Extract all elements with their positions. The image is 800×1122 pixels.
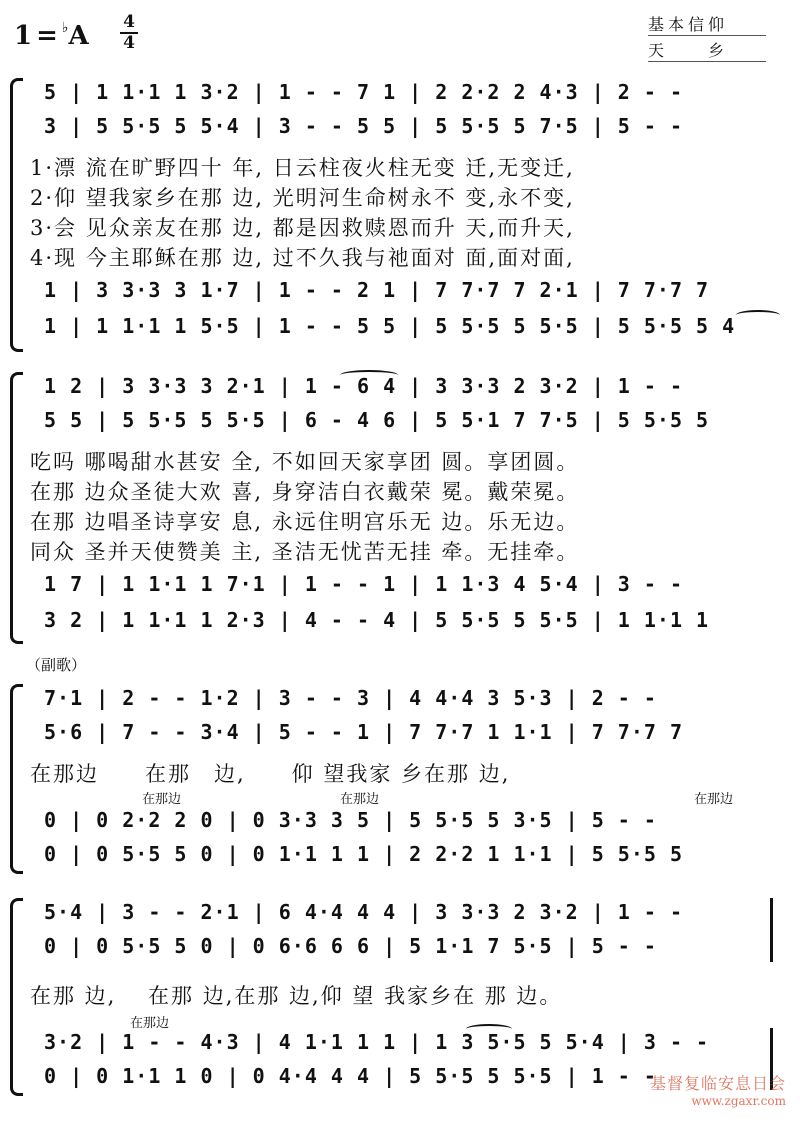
upper-voice-1: 5 | 1 1·1 1 3·2 | 1 - - 7 1 | 2 2·2 2 4·3 | 2 - -	[44, 80, 684, 104]
flat-icon: ♭	[61, 20, 69, 36]
lower-voice-1: 0 | 0 2·2 2 0 | 0 3·3 3 5 | 5 5·5 5 3·5 | 5 - -	[44, 808, 657, 832]
lyric-cue: 在那边	[142, 792, 182, 807]
meter-bottom: 4	[123, 33, 135, 53]
lyric-verse-1: 1·漂 流在旷野四十 年, 日云柱夜火柱无变 迁,无变迁,	[30, 156, 575, 180]
key-signature	[14, 20, 89, 51]
upper-voice-1: 5·4 | 3 - - 2·1 | 6 4·4 4 4 | 3 3·3 2 3·2 | 1 - -	[44, 900, 684, 924]
upper-voice-2: 3 | 5 5·5 5 5·4 | 3 - - 5 5 | 5 5·5 5 7·5 | 5 - -	[44, 114, 684, 138]
score-system-3	[0, 684, 800, 872]
lower-voice-2: 0 | 0 5·5 5 0 | 0 1·1 1 1 | 2 2·2 1 1·1 | 5 5·5 5	[44, 842, 684, 866]
lower-voice-1: 3·2 | 1 - - 4·3 | 4 1·1 1 1 | 1 3 5·5 5 5·4 | 3 - -	[44, 1030, 710, 1054]
lower-voice-1: 1 7 | 1 1·1 1 7·1 | 1 - - 1 | 1 1·3 4 5·4 | 3 - -	[44, 572, 684, 596]
lower-voice-1: 1 | 3 3·3 3 1·7 | 1 - - 2 1 | 7 7·7 7 2·1 | 7 7·7 7	[44, 278, 710, 302]
lyric-verse-2: 在那 边众圣徒大欢 喜, 身穿洁白衣戴荣 冕。戴荣冕。	[30, 480, 580, 504]
upper-voice-1: 7·1 | 2 - - 1·2 | 3 - - 3 | 4 4·4 3 5·3 | 2 - -	[44, 686, 657, 710]
watermark-text: 基督复临安息日会	[649, 1074, 786, 1093]
lyric-cue: 在那边	[694, 792, 734, 807]
chorus-lyric: 在那边 在那 边, 仰 望我家 乡在那 边,	[30, 762, 511, 786]
system-brace	[10, 372, 23, 644]
upper-voice-2: 0 | 0 5·5 5 0 | 0 6·6 6 6 | 5 1·1 7 5·5 | 5 - -	[44, 934, 657, 958]
tie-slur	[736, 310, 780, 320]
lyric-verse-3: 在那 边唱圣诗享安 息, 永远住明宫乐无 边。乐无边。	[30, 510, 580, 534]
key-tonic-number: 1	[14, 21, 33, 51]
key-letter: A	[68, 21, 89, 51]
score-system-2	[0, 372, 800, 642]
lyric-cue: 在那边	[340, 792, 380, 807]
lyric-verse-3: 3·会 见众亲友在那 边, 都是因救赎恩而升 天,而升天,	[30, 216, 575, 240]
upper-voice-1: 1 2 | 3 3·3 3 2·1 | 1 - 6 4 | 3 3·3 2 3·2 | 1 - -	[44, 374, 684, 398]
final-barline	[770, 898, 773, 962]
watermark	[650, 1071, 786, 1108]
key-equals: =	[36, 21, 58, 51]
lyric-verse-4: 同众 圣并天使赞美 主, 圣洁无忧苦无挂 牵。无挂牵。	[30, 540, 580, 564]
score-system-4	[0, 898, 800, 1094]
lyric-verse-1: 吃吗 哪喝甜水甚安 全, 不如回天家享团 圆。享团圆。	[30, 450, 580, 474]
lower-voice-2: 3 2 | 1 1·1 1 2·3 | 4 - - 4 | 5 5·5 5 5·5 | 1 1·1 1	[44, 608, 710, 632]
time-signature	[120, 14, 138, 52]
upper-voice-2: 5·6 | 7 - - 3·4 | 5 - - 1 | 7 7·7 1 1·1 | 7 7·7 7	[44, 720, 684, 744]
system-brace	[10, 898, 23, 1096]
song-title: 基本信仰	[648, 12, 766, 36]
lyric-verse-2: 2·仰 望我家乡在那 边, 光明河生命树永不 变,永不变,	[30, 186, 575, 210]
final-lyric: 在那 边, 在那 边,在那 边,仰 望 我家乡在 那 边。	[30, 984, 563, 1008]
lower-voice-2: 1 | 1 1·1 1 5·5 | 1 - - 5 5 | 5 5·5 5 5·5 | 5 5·5 5 4	[44, 314, 736, 338]
system-brace	[10, 684, 23, 874]
watermark-url: www.zgaxr.com	[691, 1094, 786, 1108]
lower-voice-2: 0 | 0 1·1 1 0 | 0 4·4 4 4 | 5 5·5 5 5·5 | 1 - -	[44, 1064, 657, 1088]
tie-slur	[340, 370, 398, 380]
tie-slur	[466, 1024, 512, 1034]
chorus-label: （副歌）	[26, 656, 87, 674]
song-author: 天 乡	[648, 38, 766, 62]
meter-top: 4	[123, 12, 135, 32]
upper-voice-2: 5 5 | 5 5·5 5 5·5 | 6 - 4 6 | 5 5·1 7 7·5 | 5 5·5 5	[44, 408, 710, 432]
lyric-cue: 在那边	[130, 1016, 170, 1031]
score-system-1	[0, 78, 800, 350]
system-brace	[10, 78, 23, 352]
lyric-verse-4: 4·现 今主耶稣在那 边, 过不久我与祂面对 面,面对面,	[30, 246, 575, 270]
